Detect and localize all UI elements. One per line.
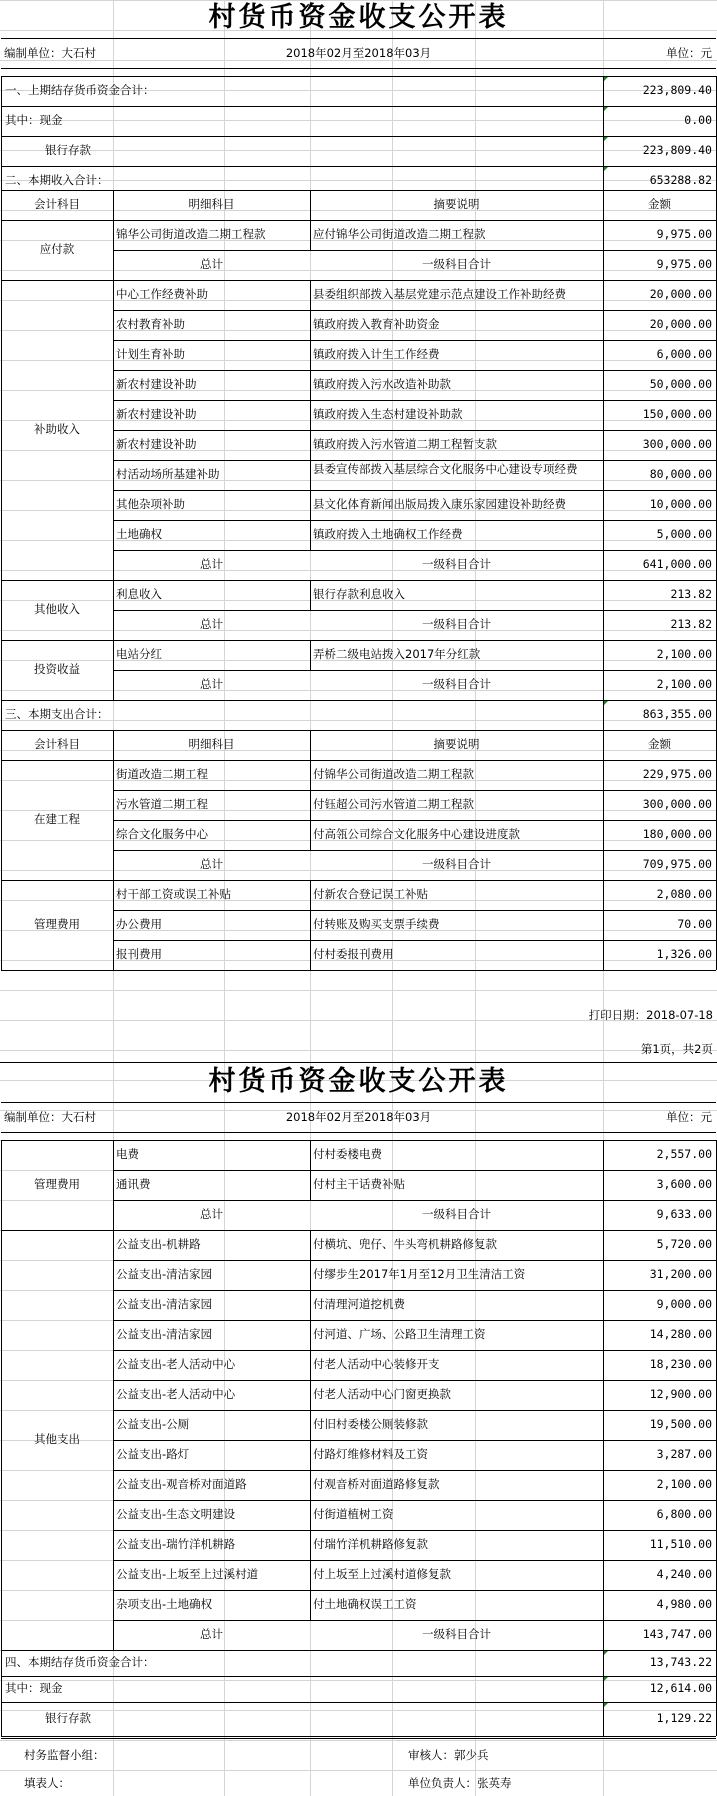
total-label: 总计 <box>200 257 223 271</box>
summary-label: 三、本期支出合计： <box>5 707 109 721</box>
summary-text: 付老人活动中心门窗更换款 <box>313 1387 451 1401</box>
amount: 18,230.00 <box>649 1357 712 1371</box>
detail-account: 公益支出-老人活动中心 <box>116 1357 236 1371</box>
summary-text: 镇政府拨入生态村建设补助款 <box>313 407 463 421</box>
total-label: 总计 <box>200 857 223 871</box>
column-header: 摘要说明 <box>433 197 480 211</box>
summary-text: 县委宣传部拨入基层综合文化服务中心建设专项经费 <box>313 463 578 476</box>
detail-account: 公益支出-生态文明建设 <box>116 1507 236 1521</box>
account-category: 其他支出 <box>34 1432 80 1446</box>
detail-account: 计划生育补助 <box>116 347 185 361</box>
summary-label: 其中：现金 <box>5 113 63 127</box>
unit-head-label: 单位负责人：张英寿 <box>408 1776 512 1790</box>
amount: 213.82 <box>670 617 712 631</box>
amount: 9,975.00 <box>656 227 712 241</box>
summary-value: 653288.82 <box>649 173 712 187</box>
detail-account: 村干部工资或误工补贴 <box>116 887 231 901</box>
summary-label: 四、本期结存货币资金合计： <box>5 1655 155 1669</box>
summary-text: 付锦华公司街道改造二期工程款 <box>313 767 474 781</box>
detail-account: 杂项支出-土地确权 <box>116 1597 213 1611</box>
summary-value: 863,355.00 <box>642 707 712 721</box>
cell-comment-marker <box>604 1703 608 1707</box>
amount: 180,000.00 <box>642 827 712 841</box>
amount: 14,280.00 <box>649 1327 712 1341</box>
summary-label: 银行存款 <box>45 143 91 157</box>
summary-label: 银行存款 <box>45 1711 91 1725</box>
detail-account: 污水管道二期工程 <box>116 797 208 811</box>
amount: 229,975.00 <box>642 767 712 781</box>
summary-text: 付村委报刊费用 <box>313 947 394 961</box>
amount: 20,000.00 <box>649 287 712 301</box>
column-header: 明细科目 <box>188 737 235 751</box>
cell-comment-marker <box>604 167 608 171</box>
summary-text: 付转账及购买支票手续费 <box>313 917 440 931</box>
column-header: 会计科目 <box>34 737 80 751</box>
detail-account: 办公费用 <box>116 917 162 931</box>
amount: 2,100.00 <box>656 677 712 691</box>
amount: 9,975.00 <box>656 257 712 271</box>
summary-text: 付瑞竹洋机耕路修复款 <box>313 1537 428 1551</box>
amount: 641,000.00 <box>642 557 712 571</box>
page-title: 村货币资金收支公开表 <box>208 2 509 33</box>
column-header: 金额 <box>648 737 671 751</box>
total-label: 总计 <box>200 557 223 571</box>
detail-account: 公益支出-瑞竹洋机耕路 <box>116 1537 236 1551</box>
summary-value: 13,743.22 <box>649 1655 712 1669</box>
summary-text: 付旧村委楼公厕装修款 <box>313 1417 428 1431</box>
detail-account: 公益支出-清洁家园 <box>116 1327 213 1341</box>
cell-comment-marker <box>604 137 608 141</box>
column-header: 明细科目 <box>188 197 235 211</box>
amount: 9,633.00 <box>656 1207 712 1221</box>
detail-account: 公益支出-上坂至上过溪村道 <box>116 1567 259 1581</box>
summary-text: 应付锦华公司街道改造二期工程款 <box>313 227 486 241</box>
account-category: 管理费用 <box>34 917 80 931</box>
detail-account: 公益支出-公厕 <box>116 1417 190 1431</box>
summary-text: 付观音桥对面道路修复款 <box>313 1477 440 1491</box>
account-category: 其他收入 <box>34 602 80 616</box>
total-label: 总计 <box>200 1627 223 1641</box>
page-title: 村货币资金收支公开表 <box>208 1066 509 1097</box>
amount: 3,600.00 <box>656 1177 712 1191</box>
detail-account: 公益支出-路灯 <box>116 1447 190 1461</box>
amount: 50,000.00 <box>649 377 712 391</box>
detail-account: 通讯费 <box>116 1177 151 1191</box>
amount: 1,326.00 <box>656 947 712 961</box>
summary-text: 付钰超公司污水管道二期工程款 <box>313 797 474 811</box>
summary-value: 1,129.22 <box>656 1711 712 1725</box>
summary-text: 县文化体育新闻出版局拨入康乐家园建设补助经费 <box>313 497 566 511</box>
column-header: 会计科目 <box>34 197 80 211</box>
period: 2018年02月至2018年03月 <box>285 1110 432 1124</box>
summary-value: 223,809.40 <box>642 143 712 157</box>
summary-text: 付横坑、兜仔、牛头弯机耕路修复款 <box>313 1237 497 1251</box>
supervision-label: 村务监督小组： <box>24 1748 105 1762</box>
cell-comment-marker <box>604 107 608 111</box>
summary-text: 弄桥二级电站拨入2017年分红款 <box>313 647 481 661</box>
print-date: 打印日期：2018-07-18 <box>588 1008 713 1022</box>
amount: 10,000.00 <box>649 497 712 511</box>
amount: 9,000.00 <box>656 1297 712 1311</box>
detail-account: 新农村建设补助 <box>116 407 197 421</box>
detail-account: 公益支出-观音桥对面道路 <box>116 1477 247 1491</box>
summary-text: 付新农合登记误工补贴 <box>313 887 428 901</box>
summary-label: 一、上期结存货币资金合计： <box>5 83 155 97</box>
summary-text: 付河道、广场、公路卫生清理工资 <box>313 1327 486 1341</box>
detail-account: 锦华公司街道改造二期工程款 <box>116 227 266 241</box>
summary-text: 付村委楼电费 <box>313 1147 382 1161</box>
preparer-label: 填表人： <box>24 1776 70 1790</box>
amount: 213.82 <box>670 587 712 601</box>
amount: 300,000.00 <box>642 797 712 811</box>
amount: 300,000.00 <box>642 437 712 451</box>
total-label: 总计 <box>200 677 223 691</box>
detail-account: 公益支出-老人活动中心 <box>116 1387 236 1401</box>
amount: 2,080.00 <box>656 887 712 901</box>
amount: 3,287.00 <box>656 1447 712 1461</box>
cell-comment-marker <box>604 1651 608 1655</box>
amount: 6,000.00 <box>656 347 712 361</box>
summary-value: 12,614.00 <box>649 1681 712 1695</box>
amount: 31,200.00 <box>649 1267 712 1281</box>
detail-account: 中心工作经费补助 <box>116 287 208 301</box>
amount: 5,720.00 <box>656 1237 712 1251</box>
detail-account: 电站分红 <box>116 647 162 661</box>
amount: 709,975.00 <box>642 857 712 871</box>
amount: 20,000.00 <box>649 317 712 331</box>
total-label: 总计 <box>200 1207 223 1221</box>
summary-label: 其中：现金 <box>5 1681 63 1695</box>
column-header: 摘要说明 <box>433 737 480 751</box>
summary-text: 付清理河道挖机费 <box>313 1297 405 1311</box>
column-header: 金额 <box>648 197 671 211</box>
currency-unit: 单位：元 <box>666 46 712 60</box>
detail-account: 公益支出-清洁家园 <box>116 1267 213 1281</box>
amount: 5,000.00 <box>656 527 712 541</box>
summary-text: 付上坂至上过溪村道修复款 <box>313 1567 451 1581</box>
detail-account: 电费 <box>116 1147 139 1161</box>
amount: 70.00 <box>677 917 712 931</box>
detail-account: 街道改造二期工程 <box>116 767 208 781</box>
account-category: 应付款 <box>39 242 75 256</box>
reviewer-label: 审核人：郭少兵 <box>408 1748 489 1762</box>
summary-text: 银行存款利息收入 <box>313 587 405 601</box>
amount: 80,000.00 <box>649 467 712 481</box>
summary-text: 付老人活动中心装修开支 <box>313 1357 440 1371</box>
detail-account: 新农村建设补助 <box>116 377 197 391</box>
cell-comment-marker <box>604 77 608 81</box>
detail-account: 公益支出-清洁家园 <box>116 1297 213 1311</box>
total-summary: 一级科目合计 <box>422 257 491 271</box>
cell-comment-marker <box>604 701 608 705</box>
summary-value: 0.00 <box>684 113 712 127</box>
total-summary: 一级科目合计 <box>422 617 491 631</box>
summary-text: 付街道植树工资 <box>313 1507 394 1521</box>
amount: 143,747.00 <box>642 1627 712 1641</box>
total-summary: 一级科目合计 <box>422 1627 491 1641</box>
summary-text: 县委组织部拨入基层党建示范点建设工作补助经费 <box>313 287 566 301</box>
total-summary: 一级科目合计 <box>422 857 491 871</box>
detail-account: 土地确权 <box>116 527 162 541</box>
summary-text: 镇政府拨入污水管道二期工程暂支款 <box>313 437 497 451</box>
amount: 11,510.00 <box>649 1537 712 1551</box>
account-category: 补助收入 <box>34 422 80 436</box>
account-category: 管理费用 <box>34 1177 80 1191</box>
amount: 150,000.00 <box>642 407 712 421</box>
detail-account: 利息收入 <box>116 587 162 601</box>
account-category: 投资收益 <box>34 662 80 676</box>
amount: 2,557.00 <box>656 1147 712 1161</box>
detail-account: 报刊费用 <box>116 947 162 961</box>
detail-account: 其他杂项补助 <box>116 497 185 511</box>
total-summary: 一级科目合计 <box>422 1207 491 1221</box>
total-summary: 一级科目合计 <box>422 557 491 571</box>
compiling-unit: 编制单位：大石村 <box>4 1110 96 1124</box>
page-number: 第1页，共2页 <box>640 1042 713 1056</box>
amount: 6,800.00 <box>656 1507 712 1521</box>
account-category: 在建工程 <box>34 812 80 826</box>
detail-account: 公益支出-机耕路 <box>116 1237 201 1251</box>
total-summary: 一级科目合计 <box>422 677 491 691</box>
summary-text: 镇政府拨入土地确权工作经费 <box>313 527 463 541</box>
compiling-unit: 编制单位：大石村 <box>4 46 96 60</box>
amount: 4,980.00 <box>656 1597 712 1611</box>
amount: 4,240.00 <box>656 1567 712 1581</box>
detail-account: 村活动场所基建补助 <box>116 467 220 481</box>
period: 2018年02月至2018年03月 <box>285 46 432 60</box>
summary-text: 镇政府拨入计生工作经费 <box>313 347 440 361</box>
summary-text: 付路灯维修材料及工资 <box>313 1447 428 1461</box>
amount: 12,900.00 <box>649 1387 712 1401</box>
detail-account: 综合文化服务中心 <box>116 827 208 841</box>
detail-account: 农村教育补助 <box>116 317 185 331</box>
summary-text: 付村主干话费补贴 <box>313 1177 405 1191</box>
detail-account: 新农村建设补助 <box>116 437 197 451</box>
amount: 19,500.00 <box>649 1417 712 1431</box>
summary-text: 镇政府拨入污水改造补助款 <box>313 377 451 391</box>
summary-text: 付高瓴公司综合文化服务中心建设进度款 <box>313 827 520 841</box>
total-label: 总计 <box>200 617 223 631</box>
amount: 2,100.00 <box>656 647 712 661</box>
summary-label: 二、本期收入合计： <box>5 173 109 187</box>
amount: 2,100.00 <box>656 1477 712 1491</box>
summary-value: 223,809.40 <box>642 83 712 97</box>
summary-text: 付缪步生2017年1月至12月卫生清洁工资 <box>313 1267 526 1281</box>
currency-unit: 单位：元 <box>666 1110 712 1124</box>
summary-text: 镇政府拨入教育补助资金 <box>313 317 440 331</box>
summary-text: 付土地确权误工工资 <box>313 1597 417 1611</box>
